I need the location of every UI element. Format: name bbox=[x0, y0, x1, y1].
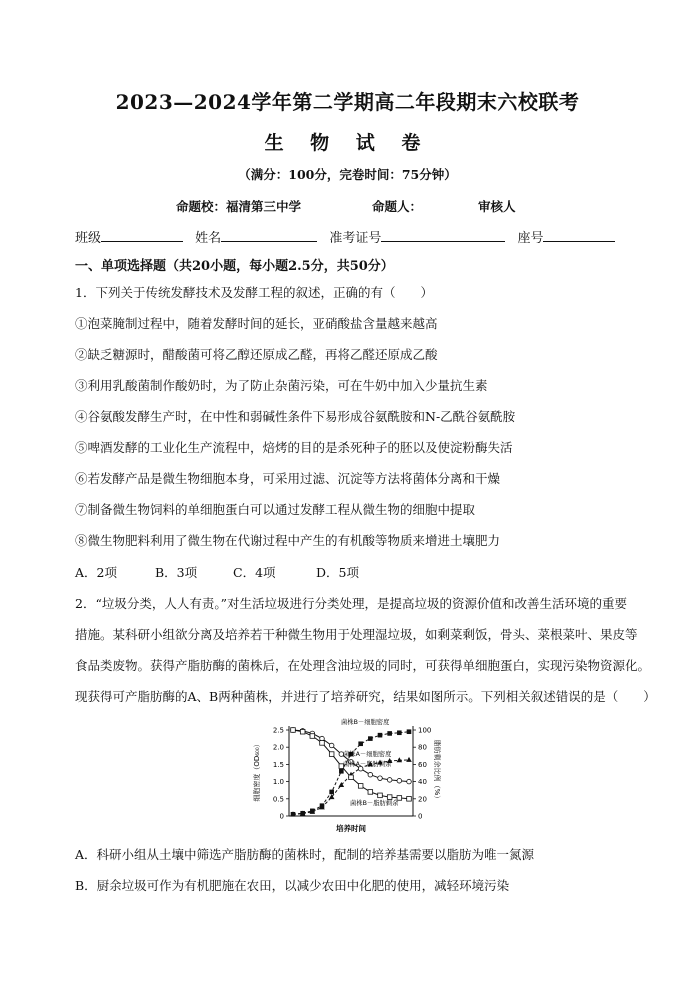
data-point bbox=[378, 776, 383, 781]
data-point bbox=[368, 736, 373, 741]
q2-option-b: B．厨余垃圾可作为有机肥施在农田，以减少农田中化肥的使用，减轻环境污染 bbox=[75, 878, 510, 893]
reviewer-label: 审核人 bbox=[478, 199, 516, 214]
series-label: 菌株A－脂肪剩余 bbox=[343, 761, 392, 768]
right-axis-label: 脂肪剩余比例（%） bbox=[433, 739, 441, 803]
author-label: 命题人： bbox=[372, 199, 423, 214]
right-tick-label: 60 bbox=[418, 760, 427, 769]
data-point bbox=[407, 779, 412, 784]
data-point bbox=[407, 797, 412, 802]
left-tick-label: 0.5 bbox=[272, 795, 284, 804]
ticket-field[interactable] bbox=[381, 228, 505, 242]
data-point bbox=[329, 790, 334, 795]
q1-option-b: B．3项 bbox=[155, 565, 198, 580]
ticket-label: 准考证号 bbox=[329, 231, 382, 246]
data-point bbox=[329, 743, 334, 748]
data-point bbox=[387, 778, 392, 783]
data-point bbox=[397, 730, 402, 735]
left-axis-label: 细胞密度（OD₆₀₀） bbox=[253, 740, 261, 802]
data-point bbox=[406, 757, 412, 762]
q2-line: 措施。某科研小组欲分离及培养若干种微生物用于处理湿垃圾，如剩菜剩饭，骨头、菜根菜叶、果皮等 bbox=[75, 627, 638, 642]
right-tick-label: 100 bbox=[418, 726, 432, 735]
exam-subtitle: （满分：100分，完卷时间：75分钟） bbox=[238, 167, 457, 182]
q1-item: ②缺乏糖源时，醋酸菌可将乙醇还原成乙醛，再将乙醛还原成乙酸 bbox=[75, 347, 438, 362]
section-heading: 一、单项选择题（共20小题，每小题2.5分，共50分） bbox=[75, 259, 394, 274]
data-point bbox=[291, 728, 296, 733]
q1-item: ⑤啤酒发酵的工业化生产流程中，焙烤的目的是杀死种子的胚以及使淀粉酶失活 bbox=[75, 440, 513, 455]
q2-line: 现获得可产脂肪酶的A、B两种菌株，并进行了培养研究，结果如图所示。下列相关叙述错误的是（ ） bbox=[75, 689, 656, 704]
data-point bbox=[368, 790, 373, 795]
school-label: 命题校：福清第三中学 bbox=[176, 199, 302, 214]
data-point bbox=[349, 775, 354, 780]
exam-title: 2023—2024学年第二学期高二年段期末六校联考 bbox=[115, 90, 580, 114]
data-point bbox=[397, 778, 402, 783]
q1-item: ④谷氨酸发酵生产时，在中性和弱碱性条件下易形成谷氨酰胺和N-乙酰谷氨酰胺 bbox=[75, 409, 516, 424]
data-point bbox=[387, 731, 392, 736]
left-tick-label: 2.5 bbox=[272, 726, 284, 735]
series-label: 菌株B－脂肪剩余 bbox=[350, 800, 399, 807]
q2-option-a: A．科研小组从土壤中筛选产脂肪酶的菌株时，配制的培养基需要以脂肪为唯一氮源 bbox=[75, 847, 535, 862]
x-axis-label: 培养时间 bbox=[336, 824, 366, 833]
left-tick-label: 0 bbox=[279, 812, 284, 821]
data-point bbox=[407, 729, 412, 734]
q1-item: ③利用乳酸菌制作酸奶时，为了防止杂菌污染，可在牛奶中加入少量抗生素 bbox=[75, 378, 488, 393]
left-tick-label: 2.0 bbox=[272, 743, 284, 752]
data-point bbox=[378, 793, 383, 798]
q1-option-d: D．5项 bbox=[316, 565, 359, 580]
data-point bbox=[329, 752, 334, 757]
q1-item: ⑥若发酵产品是微生物细胞本身，可采用过滤、沉淀等方法将菌体分离和干燥 bbox=[75, 471, 501, 486]
data-point bbox=[368, 772, 373, 777]
series-label: 菌株B－细胞密度 bbox=[341, 719, 390, 726]
q1-option-a: A．2项 bbox=[75, 565, 117, 580]
seat-label: 座号 bbox=[517, 231, 544, 246]
subject-title: 生 物 试 卷 bbox=[264, 132, 431, 154]
right-tick-label: 40 bbox=[418, 778, 427, 787]
q2-line: 2．“垃圾分类，人人有责。”对生活垃圾进行分类处理，是提高垃圾的资源价值和改善生活环境的重要 bbox=[75, 596, 627, 611]
data-point bbox=[358, 741, 363, 746]
student-info-fields bbox=[75, 227, 615, 246]
right-tick-label: 20 bbox=[418, 795, 427, 804]
q1-option-c: C．4项 bbox=[233, 565, 276, 580]
data-point bbox=[339, 769, 344, 774]
data-point bbox=[387, 795, 392, 800]
q2-line: 食品类废物。获得产脂肪酶的菌株后，在处理含油垃圾的同时，可获得单细胞蛋白，实现污染物资源化。 bbox=[75, 658, 651, 673]
name-field[interactable] bbox=[221, 228, 317, 242]
class-field[interactable] bbox=[101, 228, 183, 242]
left-tick-label: 1.5 bbox=[272, 760, 284, 769]
data-point bbox=[310, 734, 315, 739]
culture-chart-svg bbox=[245, 713, 445, 838]
data-point bbox=[358, 784, 363, 789]
right-tick-label: 0 bbox=[418, 812, 423, 821]
class-label: 班级 bbox=[75, 231, 102, 246]
data-point bbox=[378, 733, 383, 738]
name-label: 姓名 bbox=[195, 231, 222, 246]
q1-item: ⑧微生物肥料利用了微生物在代谢过程中产生的有机酸等物质来增进土壤肥力 bbox=[75, 533, 501, 548]
culture-chart bbox=[245, 713, 445, 842]
series-label: 菌株A－细胞密度 bbox=[343, 751, 392, 758]
data-point bbox=[320, 741, 325, 746]
right-tick-label: 80 bbox=[418, 743, 427, 752]
q1-stem: 1．下列关于传统发酵技术及发酵工程的叙述，正确的有（ ） bbox=[75, 285, 433, 300]
q1-item: ⑦制备微生物饲料的单细胞蛋白可以通过发酵工程从微生物的细胞中提取 bbox=[75, 502, 476, 517]
data-point bbox=[300, 729, 305, 734]
q1-item: ①泡菜腌制过程中，随着发酵时间的延长，亚硝酸盐含量越来越高 bbox=[75, 316, 438, 331]
left-tick-label: 1.0 bbox=[272, 778, 284, 787]
seat-field[interactable] bbox=[543, 228, 615, 242]
